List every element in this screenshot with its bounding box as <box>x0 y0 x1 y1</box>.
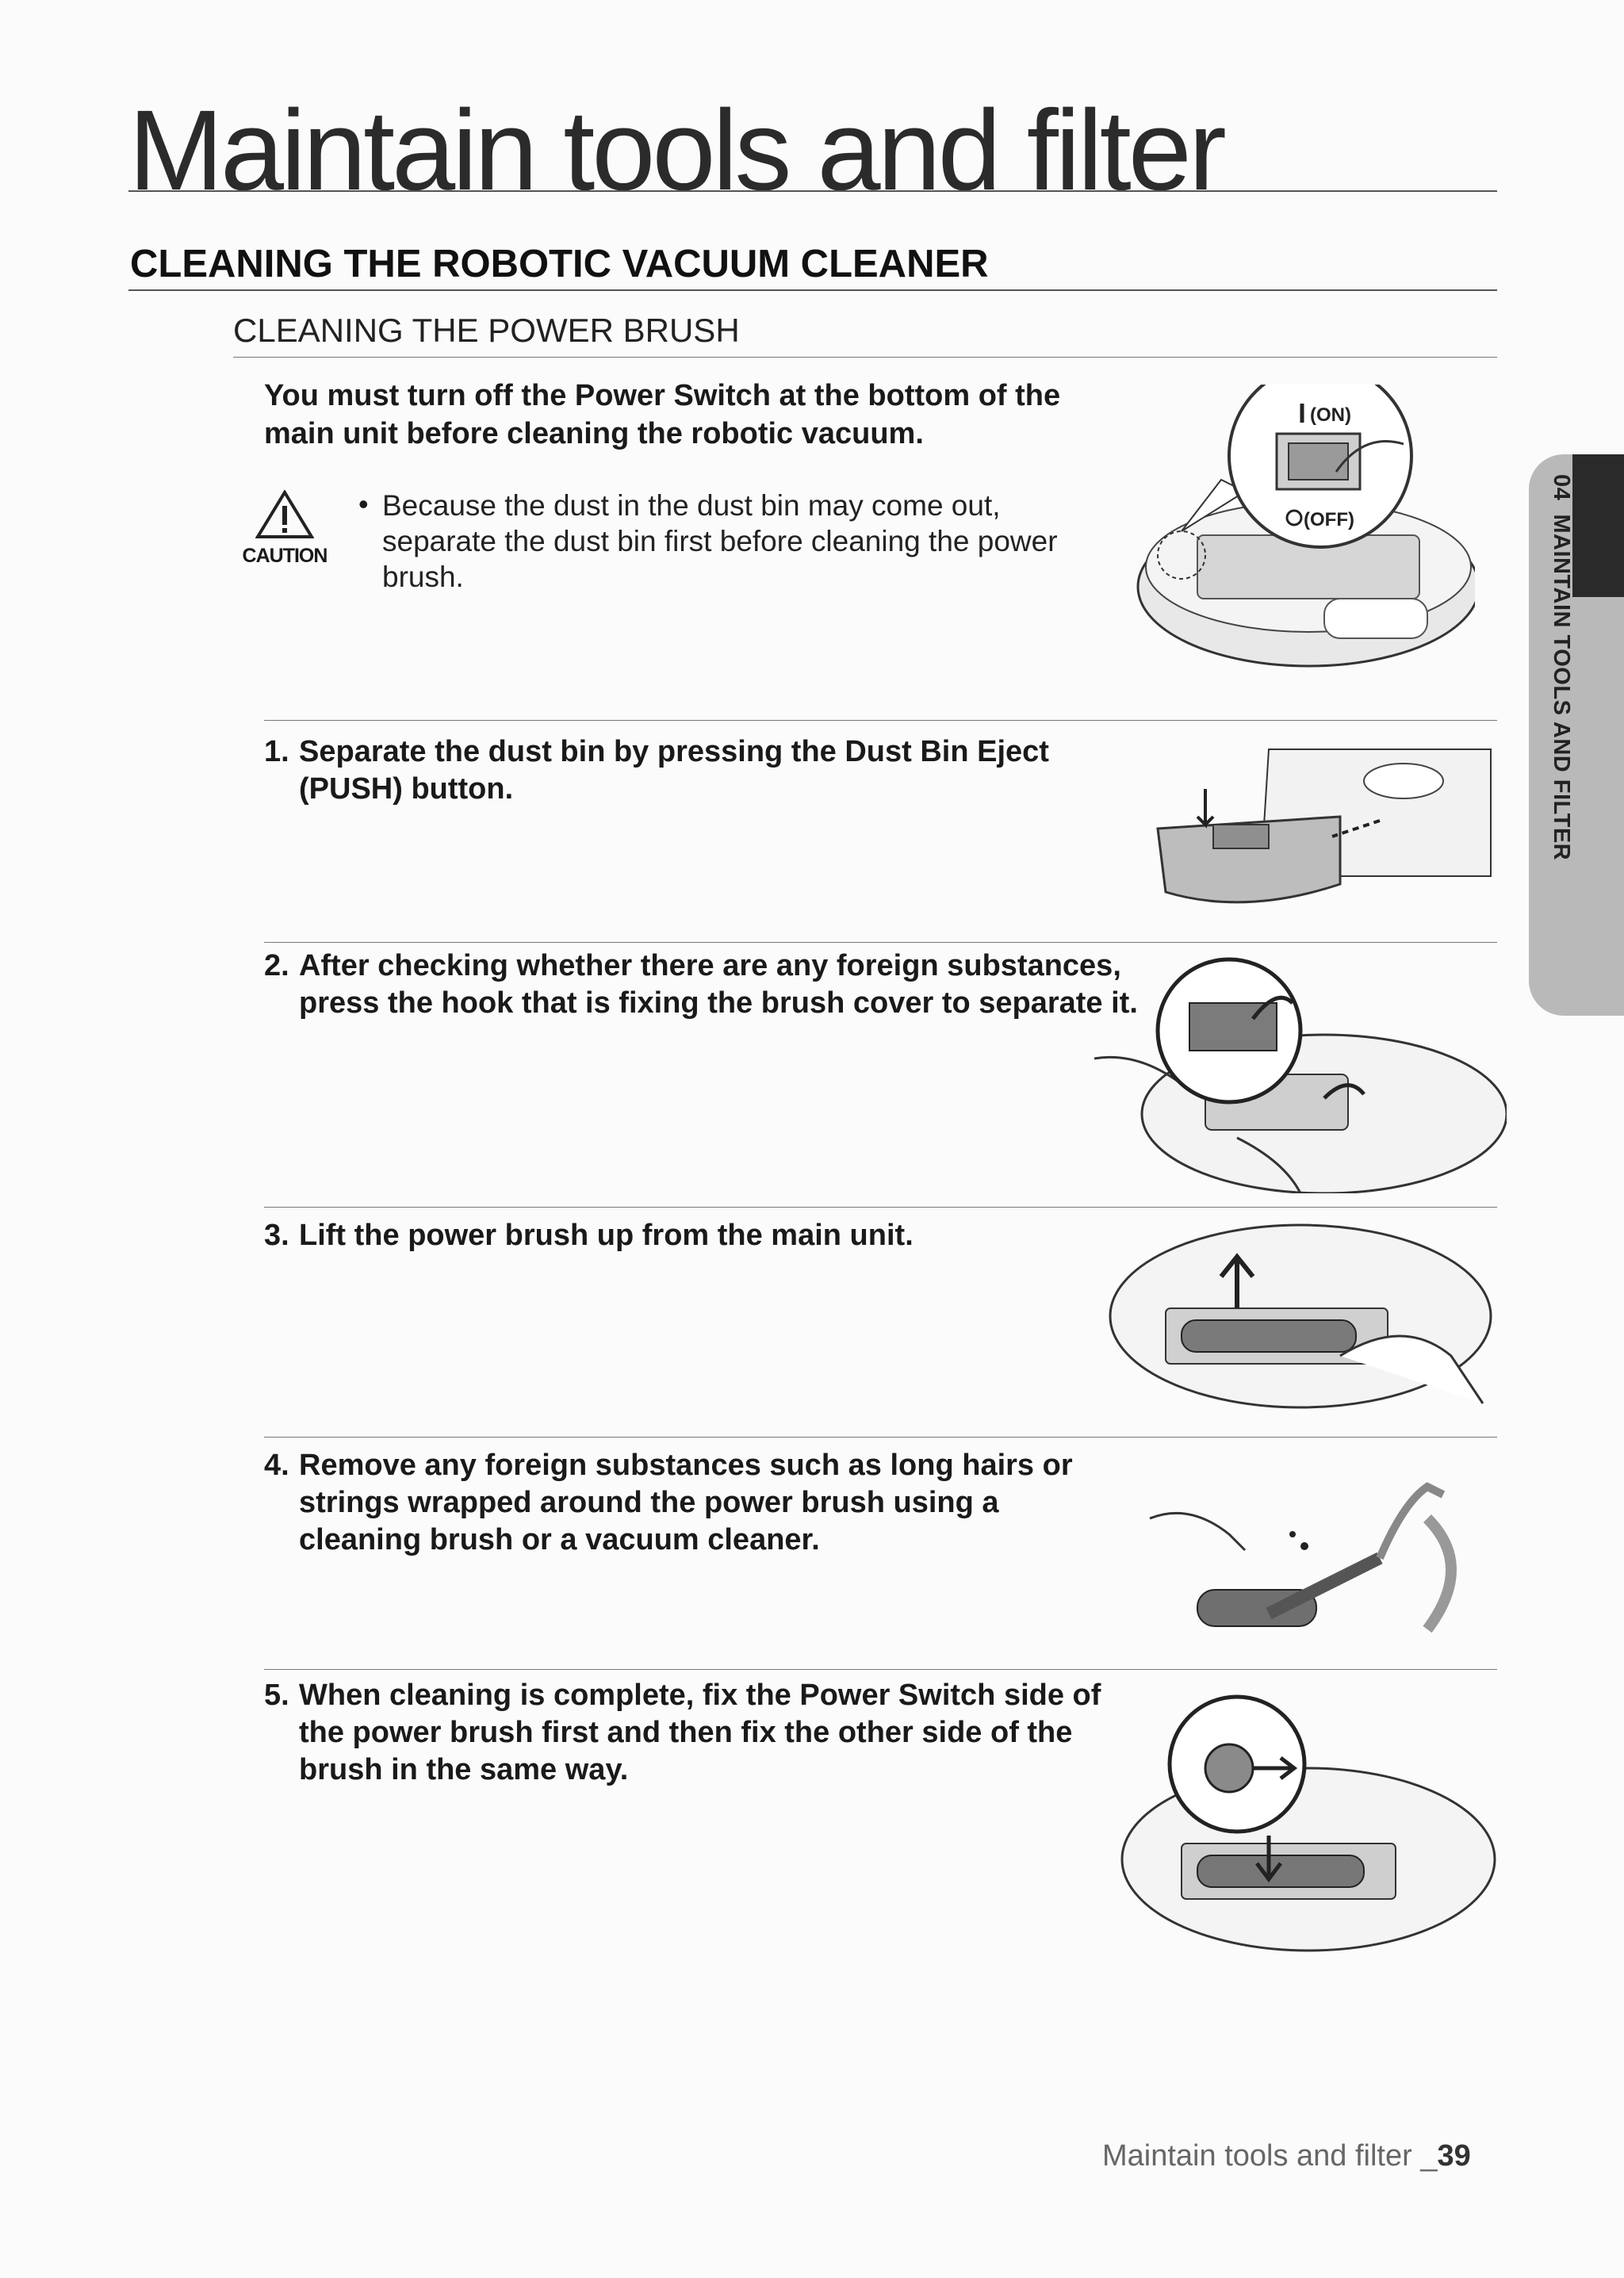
page-number: 39 <box>1437 2139 1471 2173</box>
page-title: Maintain tools and filter <box>128 86 1224 214</box>
cleaning-brush-figure <box>1142 1471 1459 1653</box>
switch-off-label: (OFF) <box>1304 509 1354 530</box>
caution-bullet: Because the dust in the dust bin may come out, separate the dust bin first before cleaning the power brush. <box>382 489 1058 593</box>
step-1-text: Separate the dust bin by pressing the Dust Bin Eject (PUSH) button. <box>299 735 1049 806</box>
step-2-rule <box>264 942 1497 943</box>
step-2 <box>264 948 1152 1022</box>
switch-on-label: (ON) <box>1310 404 1351 426</box>
step-5-text: When cleaning is complete, fix the Power Switch side of the power brush first and then fix the other side of the brush in the same way. <box>299 1679 1101 1786</box>
chapter-number: 04 <box>1549 474 1574 501</box>
step-5 <box>264 1677 1136 1789</box>
step-1-rule <box>264 720 1497 721</box>
step-5-rule <box>264 1669 1497 1670</box>
refit-brush-figure <box>1110 1685 1499 1954</box>
footer-text: Maintain tools and filter _ <box>1102 2139 1438 2173</box>
power-off-warning: You must turn off the Power Switch at the bottom of the main unit before cleaning the robotic vacuum. <box>264 379 1061 450</box>
section-rule <box>128 289 1497 291</box>
step-3 <box>264 1217 1105 1254</box>
caution-label: CAUTION <box>242 545 327 567</box>
chapter-tab-marker <box>1572 454 1624 597</box>
power-switch-figure <box>1126 385 1475 694</box>
step-4-rule <box>264 1437 1497 1438</box>
step-3-text: Lift the power brush up from the main unit. <box>299 1219 914 1252</box>
step-2-number: 2. <box>264 949 289 982</box>
step-4-number: 4. <box>264 1449 289 1482</box>
sub-title: CLEANING THE POWER BRUSH <box>233 312 740 349</box>
step-5-number: 5. <box>264 1679 289 1712</box>
dust-bin-eject-figure <box>1150 741 1499 924</box>
step-1-number: 1. <box>264 735 289 768</box>
title-rule <box>128 190 1497 192</box>
brush-cover-figure <box>1094 955 1507 1193</box>
lift-brush-figure <box>1102 1221 1499 1419</box>
step-1 <box>264 733 1105 808</box>
step-4-text: Remove any foreign substances such as long hairs or strings wrapped around the power brush using a cleaning brush or a vacuum cleaner. <box>299 1449 1073 1556</box>
caution-triangle-icon <box>255 490 314 539</box>
page-footer <box>1102 2139 1471 2173</box>
step-3-rule <box>264 1207 1497 1208</box>
step-2-text: After checking whether there are any foreign substances, press the hook that is fixing the brush cover to separate it. <box>299 949 1138 1020</box>
bullet-icon: • <box>358 488 369 520</box>
caution-block <box>233 490 336 568</box>
section-title: CLEANING THE ROBOTIC VACUUM CLEANER <box>130 243 989 285</box>
sub-title-rule <box>233 357 1497 358</box>
step-3-number: 3. <box>264 1219 289 1252</box>
chapter-tab-label <box>1526 474 1574 950</box>
step-4 <box>264 1447 1089 1559</box>
chapter-title: MAINTAIN TOOLS AND FILTER <box>1549 514 1574 861</box>
